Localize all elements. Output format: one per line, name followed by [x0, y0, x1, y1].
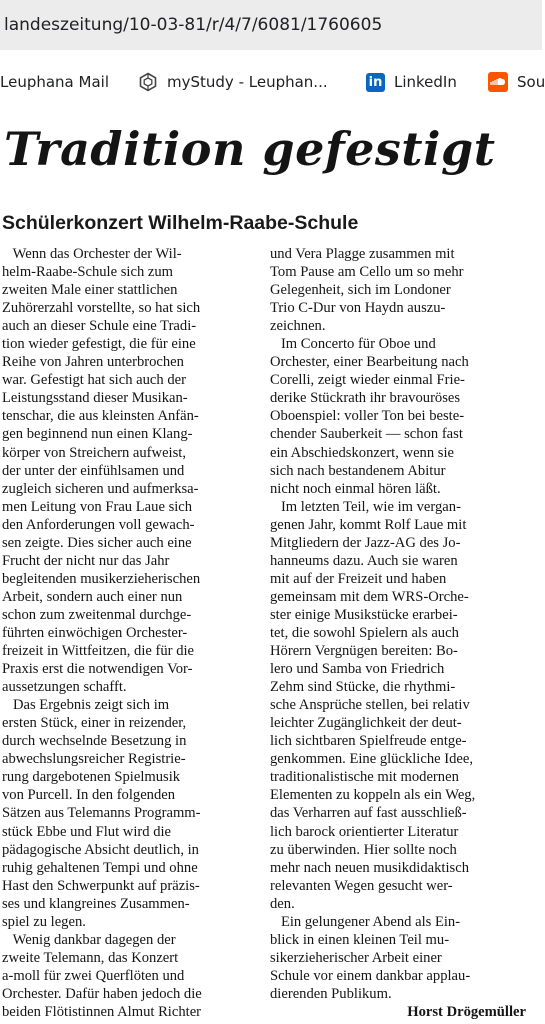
bookmark-soundcloud[interactable] — [488, 70, 545, 94]
bookmarks-bar — [0, 50, 545, 113]
text-line: gemeinsam mit dem WRS-Orche- — [270, 588, 469, 605]
article-author: Horst Drögemüller — [407, 1003, 526, 1020]
text-line: dierenden Publikum. — [270, 985, 392, 1002]
text-line: Leistungsstand dieser Musikan- — [2, 390, 188, 407]
text-line: Praxis erst die notwendigen Vor- — [2, 661, 193, 678]
text-line: genkommen. Eine glückliche Idee, — [270, 751, 474, 768]
bookmark-label: Leuphana Mail — [0, 73, 109, 91]
text-line: zweiten Male einer stattlichen — [2, 282, 178, 299]
text-line: pädagogische Absicht deutlich, in — [2, 841, 199, 858]
bookmark-mystudy[interactable] — [138, 70, 328, 94]
text-line: Trio C-Dur von Haydn auszu- — [270, 300, 446, 317]
text-line: traditionalistische mit modernen — [270, 769, 459, 786]
text-line: Corelli, zeigt wieder einmal Frie- — [270, 372, 465, 389]
text-line: beiden Flötistinnen Almut Richter — [2, 1003, 202, 1020]
text-line: zugleich sicheren und aufmerksa- — [2, 480, 199, 497]
text-line: gen beginnend nun einen Klang- — [2, 426, 193, 443]
text-line: lich barock orientierter Literatur — [270, 823, 459, 840]
text-line: helm-Raabe-Schule sich zum — [2, 264, 174, 281]
text-line: auch an dieser Schule eine Tradi- — [2, 318, 197, 335]
text-line: stück Ebbe und Flut wird die — [2, 823, 172, 840]
text-line: tion wieder gefestigt, die für eine — [2, 336, 196, 353]
text-line: ses und klangreines Zusammen- — [2, 895, 190, 912]
text-line: von Purcell. In den folgenden — [2, 787, 176, 804]
article-headline: Tradition gefestigt — [4, 122, 496, 176]
bookmark-linkedin[interactable] — [366, 70, 457, 94]
text-line: mit auf der Freizeit und haben — [270, 570, 447, 587]
text-line: den. — [270, 895, 295, 912]
text-line: tenschar, die aus kleinsten Anfän- — [2, 408, 199, 425]
text-line: körper von Streichern aufweist, — [2, 444, 186, 461]
text-line: zweite Telemann, das Konzert — [2, 949, 179, 966]
text-line: Wenn das Orchester der Wil- — [2, 246, 182, 262]
url-text: landeszeitung/10-03-81/r/4/7/6081/1760605 — [4, 15, 383, 35]
text-line: Orchester, einer Bearbeitung nach — [270, 354, 469, 371]
text-line: Sätzen aus Telemanns Programm- — [2, 805, 201, 822]
bookmark-leuphana-mail[interactable] — [0, 70, 109, 94]
text-line: lich sichtbaren Spielfreude entge- — [270, 733, 467, 750]
text-line: Frucht der nicht nur das Jahr — [2, 552, 170, 569]
bookmark-label: myStudy - Leuphan... — [167, 73, 328, 91]
text-line: men Leitung von Frau Laue sich — [2, 498, 193, 515]
text-line: abwechslungsreicher Registrie- — [2, 751, 186, 768]
text-line: Hast den Schwerpunkt auf präzis- — [2, 877, 200, 894]
text-line: war. Gefestigt hat sich auch der — [2, 372, 186, 389]
text-line: Im Concerto für Oboe und — [270, 336, 436, 353]
text-line: ster einige Musikstücke erarbei- — [270, 606, 458, 623]
text-line: Ein gelungener Abend als Ein- — [270, 913, 461, 930]
text-line: relevanten Wegen gesucht wer- — [270, 877, 453, 894]
text-line: ersten Stück, einer in reizender, — [2, 715, 187, 732]
text-line: a-moll für zwei Querflöten und — [2, 967, 185, 984]
text-line: Arbeit, sondern auch einer nun — [2, 588, 183, 605]
article-column-1 — [2, 245, 260, 1021]
text-line: hanneums dazu. Auch sie waren — [270, 552, 458, 569]
text-line: nicht noch einmal hören läßt. — [270, 480, 441, 497]
text-line: rung dargebotenen Spielmusik — [2, 769, 181, 786]
soundcloud-icon — [488, 72, 508, 92]
text-line: zu überwinden. Hier sollte noch — [270, 841, 457, 858]
text-line: spiel zu legen. — [2, 913, 86, 930]
text-line: Schule vor einem dankbar applau- — [270, 967, 471, 984]
linkedin-icon: in — [366, 73, 385, 92]
bookmark-label: LinkedIn — [394, 73, 457, 91]
newspaper-article — [0, 112, 542, 1024]
text-line: sche Ansprüche stellen, bei relativ — [270, 697, 470, 714]
text-line: freizeit in Wittfeitzen, die für die — [2, 643, 195, 660]
text-line: Reihe von Jahren unterbrochen — [2, 354, 184, 371]
text-line: sich nach bestandenem Abitur — [270, 462, 446, 479]
text-line: derike Stückrath ihr bravouröses — [270, 390, 461, 407]
text-line: leichter Zugänglichkeit der deut- — [270, 715, 462, 732]
text-line: Wenig dankbar dagegen der — [2, 931, 176, 948]
text-line: den Anforderungen voll gewach- — [2, 516, 195, 533]
text-line: ein Abschiedskonzert, wenn sie — [270, 444, 454, 461]
text-line: genen Jahr, kommt Rolf Laue mit — [270, 516, 467, 533]
text-line: chender Sauberkeit — schon fast — [270, 426, 463, 443]
text-line: aussetzungen schafft. — [2, 679, 127, 696]
text-line: Gelegenheit, sich im Londoner — [270, 282, 451, 299]
text-line: ruhig gehaltenen Tempi und ohne — [2, 859, 198, 876]
text-line: lero und Samba von Friedrich — [270, 661, 445, 678]
address-bar[interactable] — [0, 0, 542, 50]
text-line: Zuhörerzahl vorstellte, so hat sich — [2, 300, 201, 317]
text-line: durch wechselnde Besetzung in — [2, 733, 187, 750]
article-column-2 — [270, 245, 528, 1021]
text-line: und Vera Plagge zusammen mit — [270, 246, 455, 262]
bookmark-label: Sou — [517, 73, 545, 91]
text-line: sen zeigte. Dies sicher auch eine — [2, 534, 192, 551]
text-line: mehr nach neuen musikdidaktisch — [270, 859, 469, 876]
text-line: Im letzten Teil, wie im vergan- — [270, 498, 461, 515]
text-line: blick in einen kleinen Teil mu- — [270, 931, 450, 948]
text-line: führten einwöchigen Orchester- — [2, 624, 188, 641]
text-line: sikerzieherischer Arbeit einer — [270, 949, 442, 966]
text-line: Tom Pause am Cello um so mehr — [270, 264, 464, 281]
text-line: Das Ergebnis zeigt sich im — [2, 697, 170, 714]
text-line: Hörern Vergnügen bereiten: Bo- — [270, 643, 458, 660]
hexagon-icon — [138, 72, 158, 92]
text-line: Mitgliedern der Jazz-AG des Jo- — [270, 534, 461, 551]
text-line: tet, die sowohl Spielern als auch — [270, 624, 459, 641]
text-line: das Verharren auf fast ausschließ- — [270, 805, 467, 822]
article-subhead: Schülerkonzert Wilhelm-Raabe-Schule — [2, 212, 359, 234]
text-line: Orchester. Dafür haben jedoch die — [2, 985, 202, 1002]
text-line: Oboenspiel: voller Ton bei beste- — [270, 408, 465, 425]
text-line: schon zum zweitenmal durchge- — [2, 606, 192, 623]
text-line: Zehm sind Stücke, die rhythmi- — [270, 679, 456, 696]
text-line: der unter der einfühlsamen und — [2, 462, 185, 479]
text-line: Elementen zu koppeln als ein Weg, — [270, 787, 476, 804]
text-line: begleitenden musikerzieherischen — [2, 570, 201, 587]
text-line: zeichnen. — [270, 318, 326, 335]
